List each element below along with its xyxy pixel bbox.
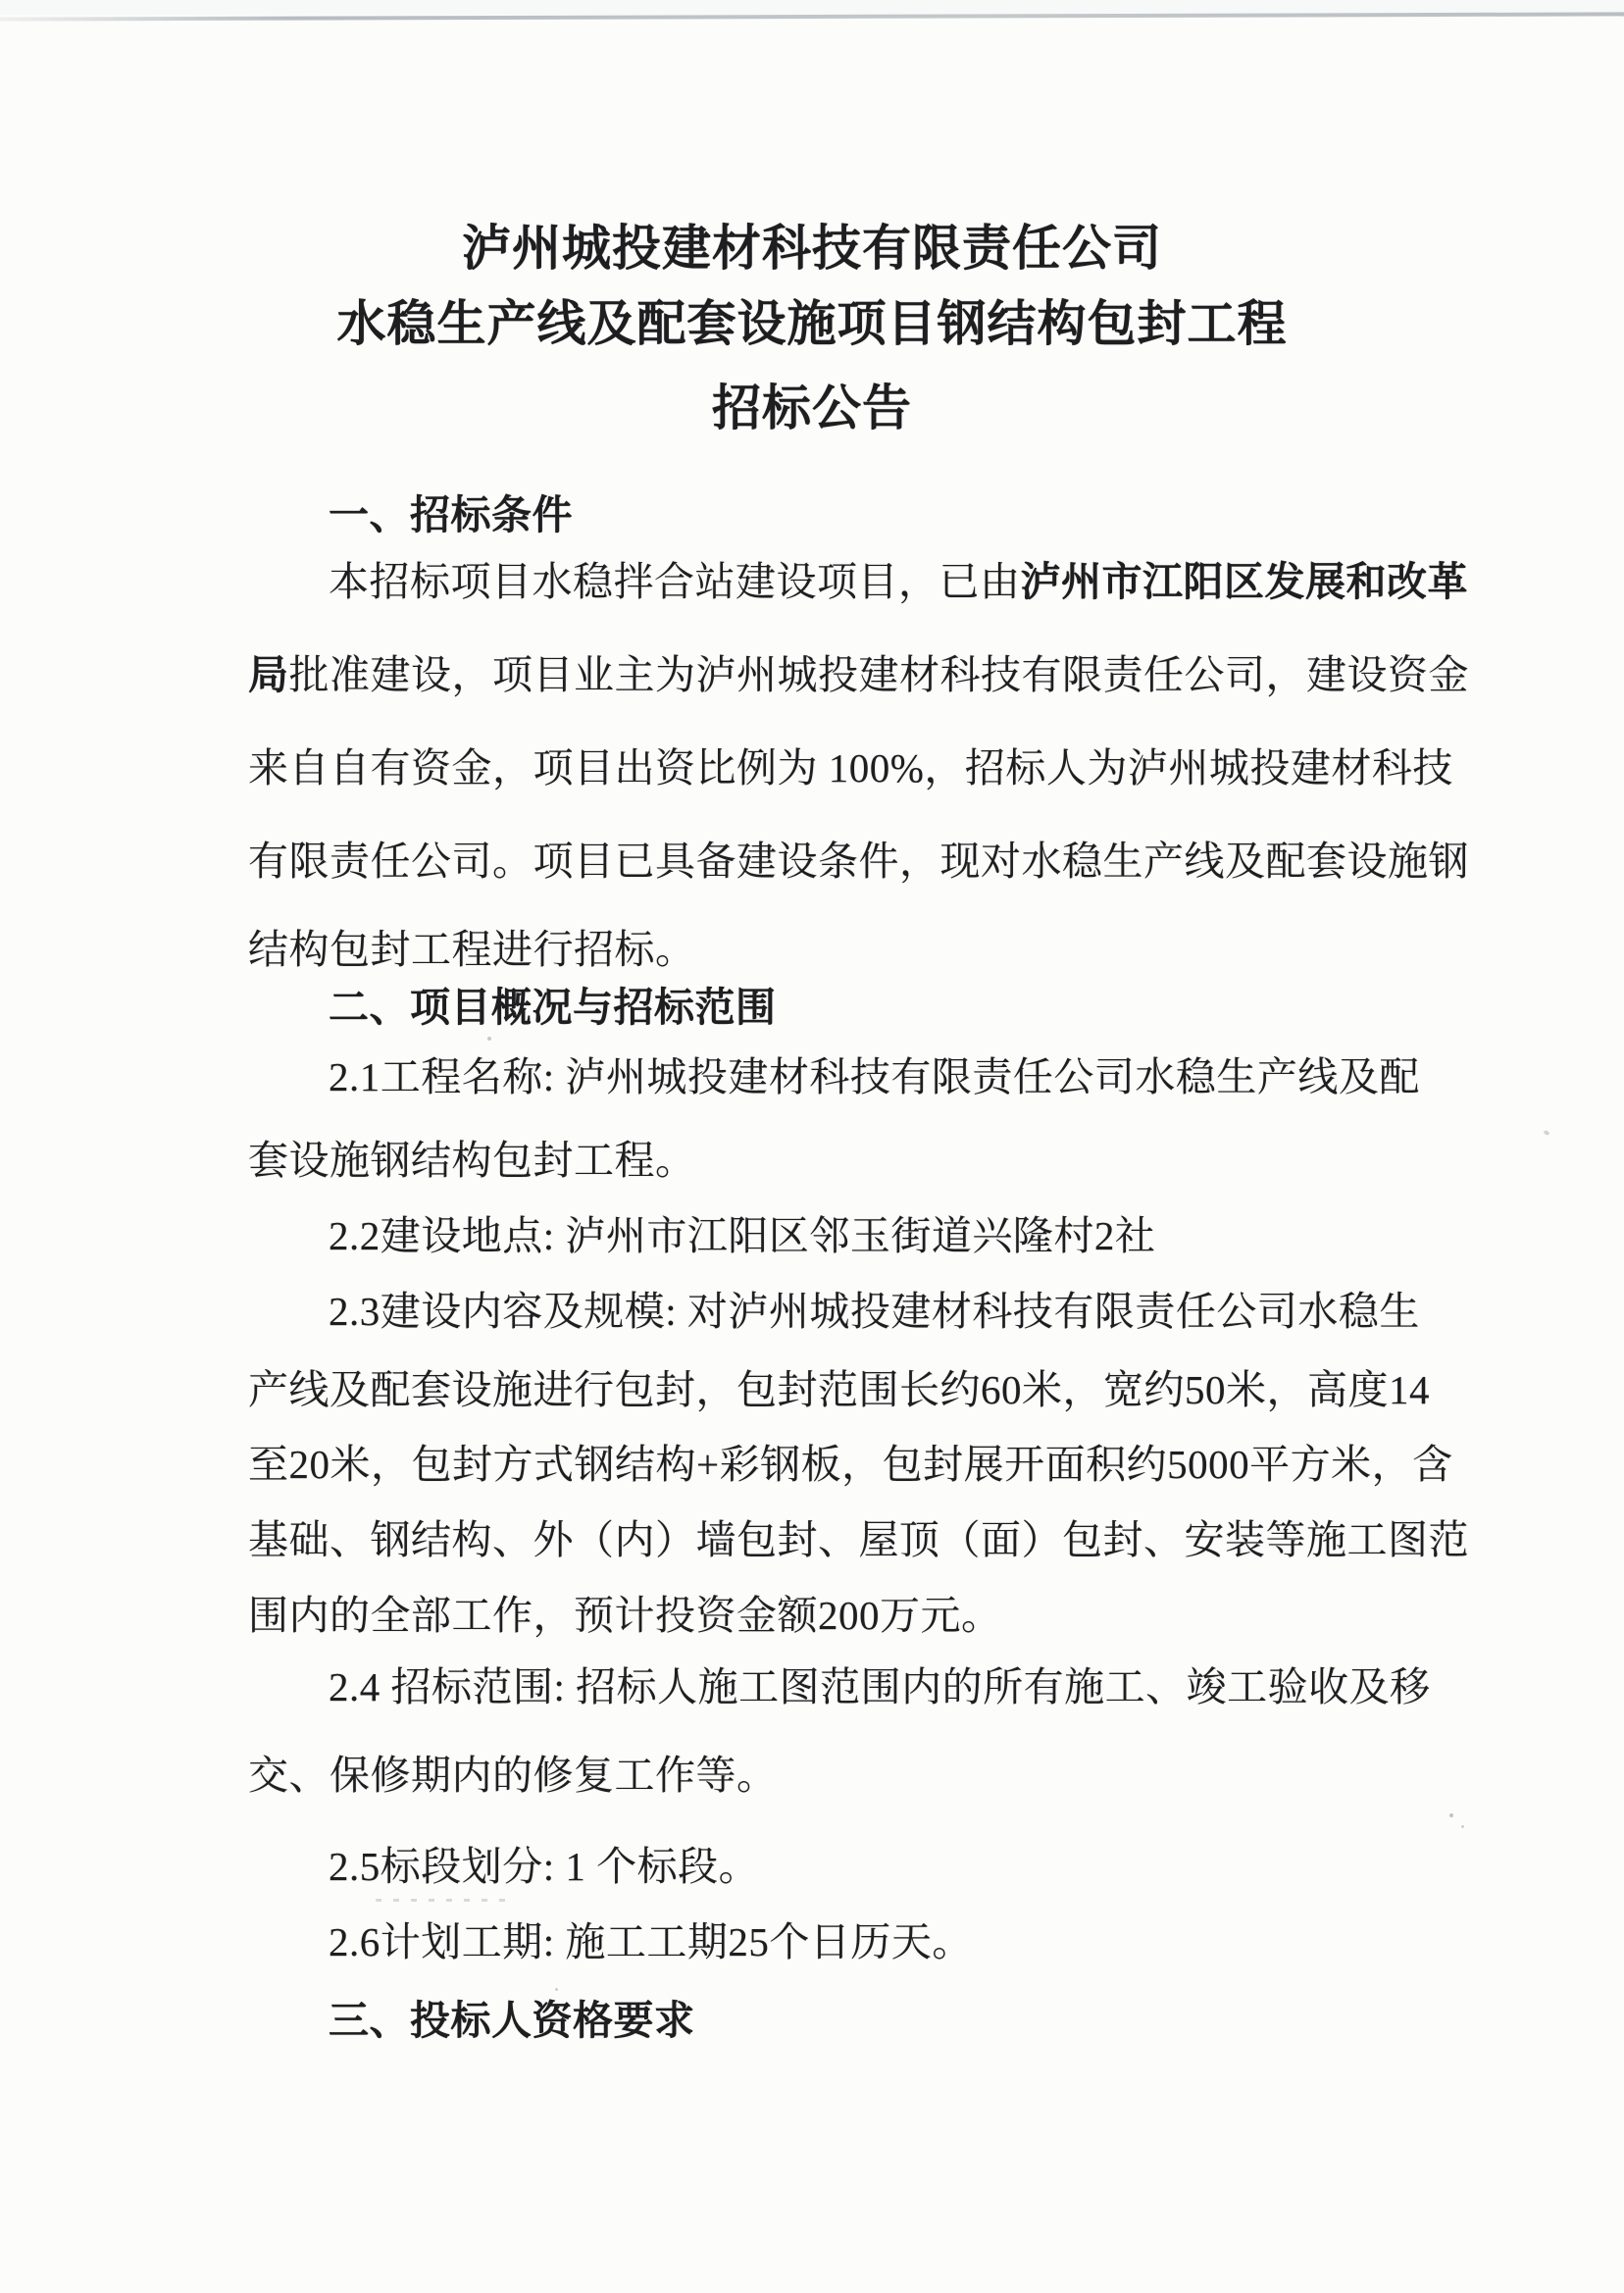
para-1-line-1-seg-1: 泸州市江阳区发展和改革: [1020, 559, 1468, 604]
section-1-heading-seg-0: 一、招标条件: [329, 492, 573, 537]
item-2-4-line-2-seg-0: 交、保修期内的修复工作等。: [248, 1753, 778, 1798]
item-2-3-line-2-seg-0: 产线及配套设施进行包封，包封范围长约60米，宽约50米，高度14: [248, 1367, 1430, 1412]
item-2-3-line-5-seg-0: 围内的全部工作，预计投资金额200万元。: [248, 1593, 1002, 1638]
para-1-line-3-seg-0: 来自自有资金，项目出资比例为 100%，招标人为泸州城投建材科技: [248, 745, 1453, 790]
scan-dust-artifact: [376, 1899, 513, 1902]
item-2-4-line-1: [329, 1661, 1431, 1712]
scan-speck: [1543, 1130, 1549, 1136]
para-1-line-1: [329, 556, 1468, 607]
scan-speck: [1461, 1825, 1464, 1828]
section-3-heading: [329, 1995, 695, 2046]
para-1-line-2-seg-0: 局: [248, 652, 289, 697]
para-1-line-5-seg-0: 结构包封工程进行招标。: [248, 927, 696, 972]
para-1-line-4: [248, 836, 1469, 887]
item-2-2-line-1-seg-0: 2.2建设地点: 泸州市江阳区邻玉街道兴隆村2社: [329, 1213, 1156, 1258]
para-1-line-1-seg-0: 本招标项目水稳拌合站建设项目，已由: [329, 559, 1021, 604]
item-2-4-line-2: [248, 1750, 778, 1801]
document-title-project: 水稳生产线及配套设施项目钢结构包封工程: [336, 296, 1288, 351]
item-2-1-line-1: [329, 1051, 1420, 1102]
scan-speck: [487, 1037, 491, 1041]
scan-speck: [1449, 1813, 1453, 1817]
section-1-heading: [329, 489, 573, 540]
item-2-3-line-1-seg-0: 2.3建设内容及规模: 对泸州城投建材科技有限责任公司水稳生: [329, 1289, 1420, 1334]
scan-speck: [555, 1988, 558, 1991]
section-3-heading-seg-0: 三、投标人资格要求: [329, 1998, 695, 2043]
para-1-line-4-seg-0: 有限责任公司。项目已具备建设条件，现对水稳生产线及配套设施钢: [248, 839, 1469, 884]
para-1-line-2: [248, 649, 1469, 700]
item-2-3-line-1: [329, 1286, 1420, 1337]
item-2-4-line-1-seg-0: 2.4 招标范围: 招标人施工图范围内的所有施工、竣工验收及移: [329, 1664, 1431, 1709]
document-title-company: 泸州城投建材科技有限责任公司: [462, 221, 1162, 276]
item-2-1-line-1-seg-0: 2.1工程名称: 泸州城投建材科技有限责任公司水稳生产线及配: [329, 1054, 1420, 1099]
item-2-5-line-1: [329, 1841, 759, 1892]
para-1-line-3: [248, 742, 1453, 793]
item-2-6-line-1: [329, 1916, 973, 1967]
item-2-3-line-3-seg-0: 至20米，包封方式钢结构+彩钢板，包封展开面积约5000平方米，含: [248, 1442, 1453, 1487]
document-title-announcement: 招标公告: [712, 381, 912, 435]
item-2-3-line-4-seg-0: 基础、钢结构、外（内）墙包封、屋顶（面）包封、安装等施工图范: [248, 1517, 1469, 1562]
para-1-line-2-seg-1: 批准建设，项目业主为泸州城投建材科技有限责任公司，建设资金: [288, 652, 1469, 697]
item-2-2-line-1: [329, 1210, 1155, 1261]
section-2-heading: [329, 982, 777, 1033]
item-2-1-line-2: [248, 1135, 696, 1186]
item-2-1-line-2-seg-0: 套设施钢结构包封工程。: [248, 1138, 696, 1183]
item-2-3-line-3: [248, 1439, 1453, 1490]
item-2-3-line-5: [248, 1590, 1002, 1641]
section-2-heading-seg-0: 二、项目概况与招标范围: [329, 985, 777, 1030]
item-2-6-line-1-seg-0: 2.6计划工期: 施工工期25个日历天。: [329, 1919, 973, 1964]
item-2-3-line-4: [248, 1514, 1469, 1565]
item-2-5-line-1-seg-0: 2.5标段划分: 1 个标段。: [329, 1844, 760, 1889]
item-2-3-line-2: [248, 1364, 1430, 1415]
para-1-line-5: [248, 924, 696, 975]
